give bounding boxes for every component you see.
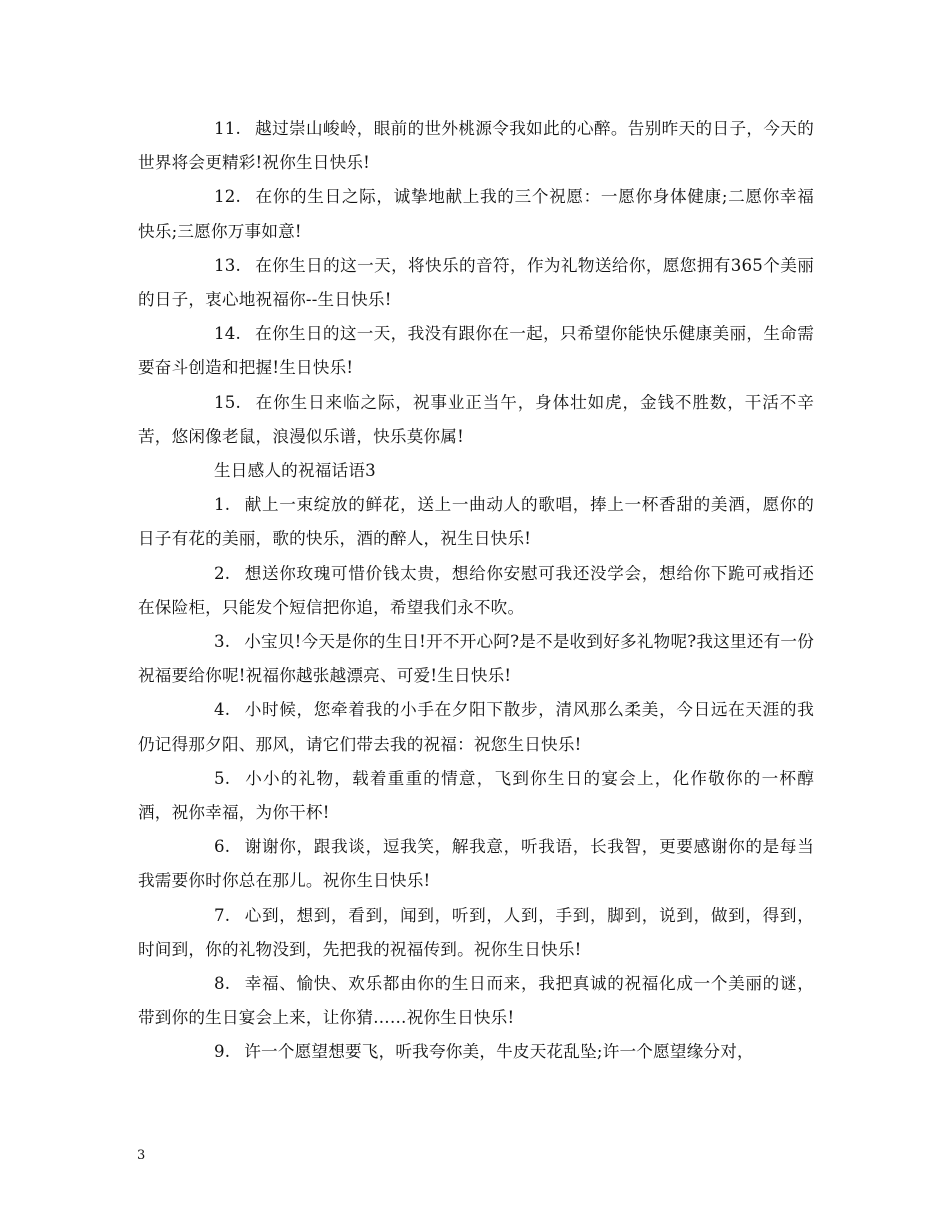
item-text: 谢谢你，跟我谈，逗我笑，解我意，听我语，长我智，更要感谢你的是每当我需要你时你总在那儿。祝你生日快乐! [138,837,814,891]
page-number: 3 [137,1148,146,1163]
item-text: 心到，想到，看到，闻到，听到，人到，手到，脚到，说到，做到，得到，时间到，你的礼物没到，先把我的祝福传到。祝你生日快乐! [138,905,814,959]
wish-item-8 [138,967,814,1035]
item-number: 5. [214,768,231,788]
wish-item-6 [138,830,814,898]
item-text: 幸福、愉快、欢乐都由你的生日而来，我把真诚的祝福化成一个美丽的谜，带到你的生日宴会上来，让你猜……祝你生日快乐! [138,974,814,1028]
item-text: 献上一束绽放的鲜花，送上一曲动人的歌唱，捧上一杯香甜的美酒，愿你的日子有花的美丽，歌的快乐，酒的醉人，祝生日快乐! [138,495,814,549]
item-number: 4. [214,700,231,720]
item-text: 在你生日的这一天，将快乐的音符，作为礼物送给你，愿您拥有365个美丽的日子，衷心地祝福你--生日快乐! [138,255,814,310]
wish-item-14 [138,317,814,385]
wish-item-2 [138,557,814,625]
item-number: 12. [214,187,241,207]
wish-item-9 [138,1035,814,1069]
item-number: 9. [214,1042,231,1062]
wish-item-13 [138,249,814,317]
item-number: 1. [214,495,231,515]
item-text: 越过崇山峻岭，眼前的世外桃源令我如此的心醉。告别昨天的日子，今天的世界将会更精彩!祝你生日快乐! [138,119,814,173]
wish-item-3 [138,625,814,693]
wish-item-15 [138,386,814,454]
item-number: 8. [214,974,231,994]
item-number: 14. [214,324,241,344]
item-number: 15. [214,392,241,412]
item-text: 小小的礼物，载着重重的情意，飞到你生日的宴会上，化作敬你的一杯醇酒，祝你幸福，为你干杯! [138,768,814,823]
wish-item-11 [138,112,814,180]
item-number: 7. [214,905,231,925]
wish-item-7 [138,899,814,967]
item-text: 小时候，您牵着我的小手在夕阳下散步，清风那么柔美，今日远在天涯的我仍记得那夕阳、那风，请它们带去我的祝福：祝您生日快乐! [138,700,814,754]
item-number: 2. [214,563,231,583]
item-text: 小宝贝!今天是你的生日!开不开心阿?是不是收到好多礼物呢?我这里还有一份祝福要给你呢!祝福你越张越漂亮、可爱!生日快乐! [138,632,814,686]
section-heading: 生日感人的祝福话语3 [214,461,376,481]
item-number: 11. [214,119,241,138]
item-text: 在你生日来临之际，祝事业正当午，身体壮如虎，金钱不胜数，干活不辛苦，悠闲像老鼠，浪漫似乐谱，快乐莫你属! [138,392,814,446]
wish-item-5 [138,762,814,830]
document-body [138,112,814,1070]
item-number: 3. [214,632,231,652]
item-text: 许一个愿望想要飞，听我夸你美，牛皮天花乱坠;许一个愿望缘分对， [244,1042,754,1062]
item-number: 13. [214,255,241,275]
wish-item-4 [138,693,814,761]
wish-item-12 [138,180,814,248]
item-text: 在你的生日之际，诚挚地献上我的三个祝愿：一愿你身体健康;二愿你幸福快乐;三愿你万事如意! [138,187,814,241]
item-text: 在你生日的这一天，我没有跟你在一起，只希望你能快乐健康美丽，生命需要奋斗创造和把握!生日快乐! [138,324,814,378]
wish-item-1 [138,488,814,556]
item-number: 6. [214,837,231,857]
item-text: 想送你玫瑰可惜价钱太贵，想给你安慰可我还没学会，想给你下跪可戒指还在保险柜，只能发个短信把你追，希望我们永不吹。 [138,563,814,617]
